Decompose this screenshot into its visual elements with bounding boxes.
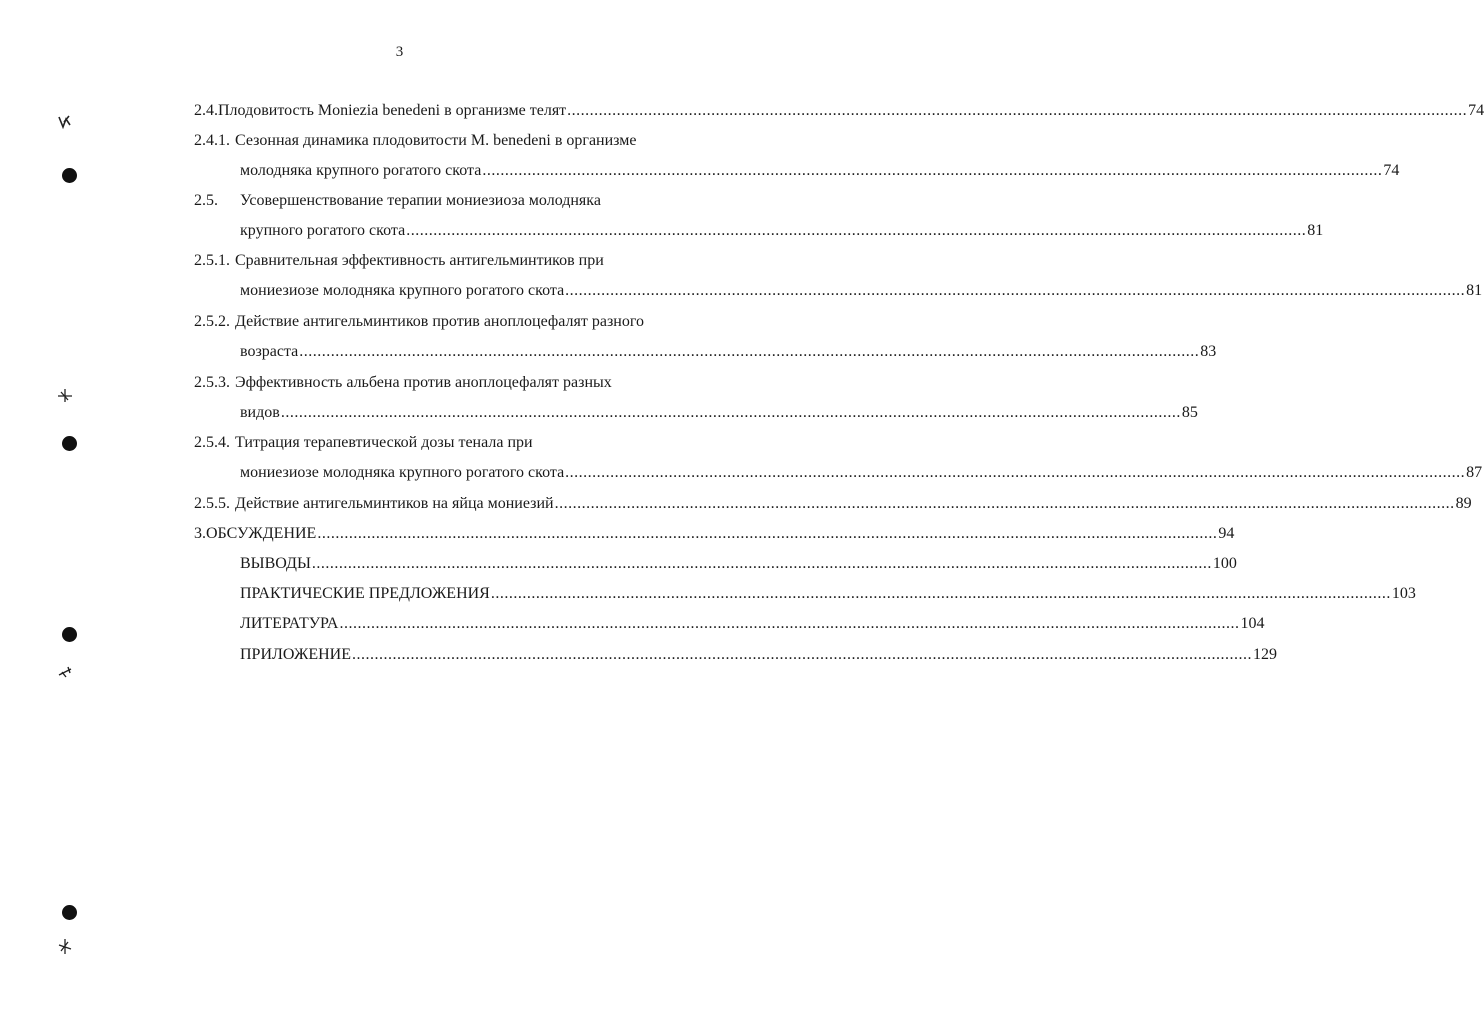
toc-leader-dots: ........................................................................................................................................................................................................ (567, 102, 1468, 119)
toc-entry-title: видов (240, 404, 280, 421)
toc-leader-dots: ........................................................................................................................................................................................................ (482, 162, 1383, 179)
toc-entry-number: 2.4.1. (194, 132, 230, 149)
toc-line (194, 523, 1235, 545)
toc-leader-dots: ........................................................................................................................................................................................................ (280, 404, 1181, 421)
toc-line (240, 402, 1198, 424)
toc-leader-dots: ........................................................................................................................................................................................................ (565, 464, 1466, 481)
punch-hole-mark (62, 168, 77, 183)
toc-entry-title: ВЫВОДЫ (240, 555, 311, 572)
toc-line (194, 372, 706, 394)
toc-entry-page: 89 (1455, 495, 1472, 512)
toc-line (194, 190, 706, 212)
toc-leader-dots: ........................................................................................................................................................................................................ (299, 343, 1200, 360)
toc-entry-title: мониезиозе молодняка крупного рогатого скота (240, 464, 565, 481)
toc-leader-dots: ........................................................................................................................................................................................................ (339, 615, 1240, 632)
toc-leader-dots: ........................................................................................................................................................................................................ (352, 646, 1253, 663)
toc-line (240, 220, 1324, 242)
toc-entry-title: Действие антигельминтиков на яйца мониезий (235, 495, 554, 512)
toc-leader-dots: ........................................................................................................................................................................................................ (554, 495, 1455, 512)
toc-line (240, 583, 1416, 605)
toc-line (240, 553, 1237, 575)
toc-entry-title: возраста (240, 343, 299, 360)
toc-entry-title: молодняка крупного рогатого скота (240, 162, 482, 179)
toc-line (240, 613, 1265, 635)
toc-line (240, 644, 1278, 666)
toc-entry-title: Титрация терапевтической дозы тенала при (235, 434, 533, 451)
toc-line (194, 100, 1484, 122)
toc-entry-number: 2.5. (194, 192, 218, 209)
toc-leader-dots: ........................................................................................................................................................................................................ (406, 222, 1307, 239)
toc-line (194, 250, 706, 272)
page-number: 3 (395, 44, 404, 60)
toc-entry-title: Плодовитость Moniezia benedeni в организме телят (218, 102, 567, 119)
punch-hole-mark (62, 627, 77, 642)
toc-entry-title: Усовершенствование терапии мониезиоза молодняка (240, 192, 601, 209)
toc-entry-page: 94 (1218, 525, 1235, 542)
toc-entry-title: Сравнительная эффективность антигельминтиков при (235, 252, 604, 269)
toc-entry-page: 83 (1200, 343, 1217, 360)
toc-entry-page: 74 (1468, 102, 1484, 119)
toc-entry-page: 104 (1240, 615, 1265, 632)
toc-entry-page: 103 (1391, 585, 1416, 602)
toc-entry-title: Действие антигельминтиков против аноплоцефалят разного (235, 313, 644, 330)
scan-mark-icon (56, 113, 74, 131)
toc-entry-page: 74 (1383, 162, 1400, 179)
toc-line (240, 160, 1400, 182)
punch-hole-mark (62, 905, 77, 920)
toc-entry-page: 81 (1466, 282, 1483, 299)
toc-entry-number: 2.5.2. (194, 313, 230, 330)
toc-entry-title: ОБСУЖДЕНИЕ (206, 525, 317, 542)
toc-entry-title: ПРИЛОЖЕНИЕ (240, 646, 352, 663)
toc-entry-number: 2.5.3. (194, 374, 230, 391)
scan-mark-icon (56, 663, 74, 681)
toc-entry-title: Сезонная динамика плодовитости M. benedeni в организме (235, 132, 637, 149)
toc-entry-page: 129 (1253, 646, 1278, 663)
toc-line (194, 493, 1472, 515)
toc-entry-number: 2.5.5. (194, 495, 230, 512)
toc-entry-page: 87 (1466, 464, 1483, 481)
toc-entry-number: 2.5.1. (194, 252, 230, 269)
toc-entry-title: ЛИТЕРАТУРА (240, 615, 339, 632)
toc-leader-dots: ........................................................................................................................................................................................................ (490, 585, 1391, 602)
toc-line (240, 341, 1217, 363)
toc-entry-page: 100 (1212, 555, 1237, 572)
toc-entry-title: Эффективность альбена против аноплоцефалят разных (235, 374, 612, 391)
toc-line (194, 311, 706, 333)
toc-line (194, 432, 706, 454)
scan-mark-icon (56, 386, 74, 404)
scan-mark-icon (56, 937, 74, 955)
toc-entry-number: 3. (194, 525, 206, 542)
toc-leader-dots: ........................................................................................................................................................................................................ (317, 525, 1218, 542)
toc-entry-number: 2.5.4. (194, 434, 230, 451)
toc-line (240, 462, 1483, 484)
toc-entry-title: мониезиозе молодняка крупного рогатого скота (240, 282, 565, 299)
toc-entry-page: 85 (1181, 404, 1198, 421)
toc-entry-title: крупного рогатого скота (240, 222, 406, 239)
toc-entry-title: ПРАКТИЧЕСКИЕ ПРЕДЛОЖЕНИЯ (240, 585, 490, 602)
toc-leader-dots: ........................................................................................................................................................................................................ (311, 555, 1212, 572)
toc-line (240, 280, 1483, 302)
punch-hole-mark (62, 436, 77, 451)
toc-entry-page: 81 (1307, 222, 1324, 239)
toc-entry-number: 2.4. (194, 102, 218, 119)
toc-leader-dots: ........................................................................................................................................................................................................ (565, 282, 1466, 299)
toc-line (194, 130, 706, 152)
